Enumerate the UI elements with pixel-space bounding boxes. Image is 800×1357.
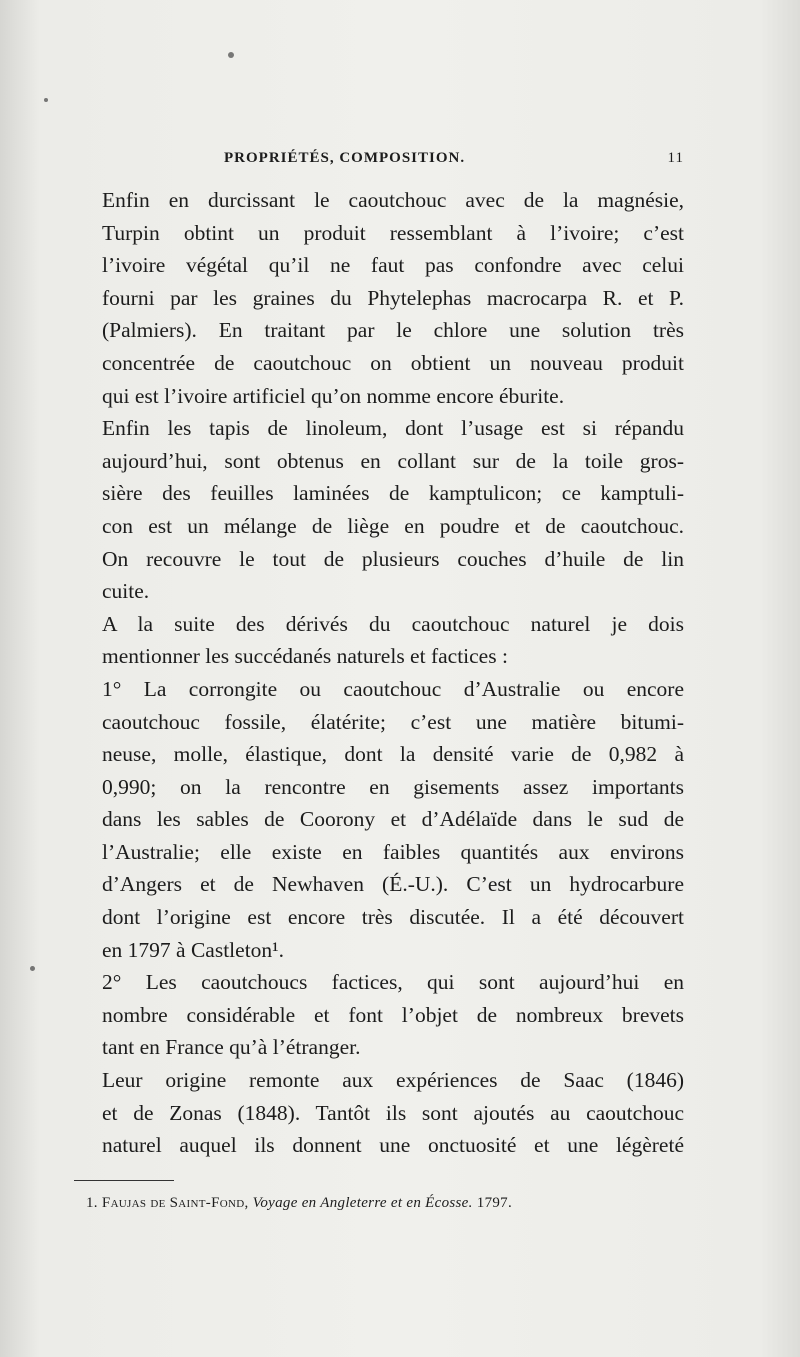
- book-page: [74, 150, 684, 1212]
- text-line: cuite.: [102, 579, 150, 604]
- text-line: dont l’origine est encore très discutée. Il a été découvert: [102, 905, 684, 930]
- text-line: On recouvre le tout de plusieurs couches d’huile de lin: [102, 546, 684, 571]
- text-line: 2° Les caoutchoucs factices, qui sont aujourd’hui en: [102, 970, 684, 995]
- text-line: tant en France qu’à l’étranger.: [102, 1035, 361, 1060]
- paragraph: [74, 184, 684, 412]
- text-line: en 1797 à Castleton¹.: [102, 937, 284, 962]
- text-line: dans les sables de Coorony et d’Adélaïde dans le sud de: [102, 807, 684, 832]
- paragraph: [74, 1064, 684, 1162]
- paragraph: [74, 412, 684, 608]
- footnote-year: 1797.: [476, 1194, 513, 1211]
- footnote-marker: 1.: [86, 1194, 98, 1211]
- paragraph: [74, 608, 684, 673]
- footnote-author: Faujas de Saint-Fond,: [101, 1194, 249, 1211]
- text-line: Enfin en durcissant le caoutchouc avec de la magnésie,: [102, 188, 684, 212]
- text-line: aujourd’hui, sont obtenus en collant sur de la toile gros-: [102, 448, 684, 473]
- footnote-rule: [74, 1180, 174, 1181]
- footnote-work: Voyage en Angleterre et en Écosse.: [252, 1194, 473, 1211]
- text-line: 0,990; on la rencontre en gisements assez importants: [102, 774, 684, 799]
- text-line: naturel auquel ils donnent une onctuosité et une légèreté: [102, 1133, 684, 1158]
- text-line: l’Australie; elle existe en faibles quantités aux environs: [102, 839, 684, 864]
- paragraph: [74, 966, 684, 1064]
- text-line: nombre considérable et font l’objet de nombreux brevets: [102, 1002, 684, 1027]
- text-line: A la suite des dérivés du caoutchouc naturel je dois: [102, 611, 684, 636]
- ink-speck: [44, 98, 48, 102]
- text-line: sière des feuilles laminées de kamptulicon; ce kamptuli-: [102, 481, 684, 506]
- text-line: d’Angers et de Newhaven (É.-U.). C’est un hydrocarbure: [102, 872, 684, 897]
- text-line: fourni par les graines du Phytelephas macrocarpa R. et P.: [102, 285, 684, 310]
- running-title: PROPRIÉTÉS, COMPOSITION.: [224, 150, 466, 166]
- text-line: neuse, molle, élastique, dont la densité varie de 0,982 à: [102, 742, 684, 767]
- text-line: qui est l’ivoire artificiel qu’on nomme encore éburite.: [102, 383, 565, 408]
- text-line: Enfin les tapis de linoleum, dont l’usage est si répandu: [102, 416, 684, 441]
- text-line: con est un mélange de liège en poudre et de caoutchouc.: [102, 513, 684, 538]
- text-line: et de Zonas (1848). Tantôt ils sont ajoutés au caoutchouc: [102, 1100, 684, 1125]
- ink-speck: [30, 966, 35, 971]
- text-line: 1° La corrongite ou caoutchouc d’Australie ou encore: [102, 676, 684, 701]
- text-line: (Palmiers). En traitant par le chlore une solution très: [102, 318, 684, 343]
- paragraph: [74, 673, 684, 966]
- running-header: [224, 150, 684, 184]
- page-number: 11: [667, 150, 684, 166]
- ink-speck: [228, 52, 234, 58]
- text-line: Turpin obtint un produit ressemblant à l’ivoire; c’est: [102, 220, 684, 245]
- footnote: [86, 1195, 684, 1212]
- text-line: mentionner les succédanés naturels et factices :: [102, 644, 508, 669]
- text-line: caoutchouc fossile, élatérite; c’est une matière bitumi-: [102, 709, 684, 734]
- text-line: concentrée de caoutchouc on obtient un nouveau produit: [102, 350, 684, 375]
- text-line: l’ivoire végétal qu’il ne faut pas confondre avec celui: [102, 253, 684, 278]
- text-line: Leur origine remonte aux expériences de Saac (1846): [102, 1068, 684, 1093]
